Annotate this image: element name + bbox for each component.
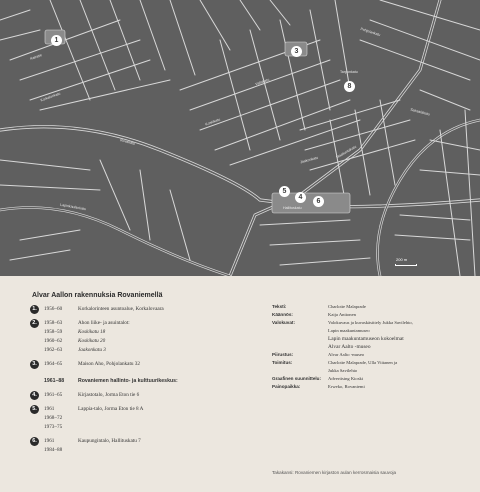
street-label: Maakuntakatu xyxy=(335,144,358,160)
credit-label: Graafinen suunnittelu: xyxy=(272,376,322,381)
entry-number-badge: 1. xyxy=(30,305,39,314)
credit-label: Toimitus: xyxy=(272,360,293,365)
credit-value: Alvar Aalto -museo xyxy=(328,352,365,357)
map-marker-8[interactable]: 8 xyxy=(344,81,355,92)
entry-text: Rovaniemen hallinto- ja kulttuurikeskus: xyxy=(78,378,178,384)
credit-row xyxy=(272,359,472,375)
credit-value: Charlotte Malaprade, Ulla Viitanen ja xyxy=(328,360,398,365)
building-entry xyxy=(30,360,270,369)
credit-row xyxy=(272,303,472,311)
credit-value: Lapin maakuntamuseo xyxy=(328,328,370,333)
credit-value: Charlotte Malaprade xyxy=(328,304,366,309)
building-entry xyxy=(30,437,270,455)
credit-label: Teksti: xyxy=(272,304,287,309)
map-marker-5[interactable]: 5 xyxy=(279,186,290,197)
info-section xyxy=(0,276,480,492)
entry-number-badge: 5. xyxy=(30,405,39,414)
credit-value: Erweko, Rovaniemi xyxy=(328,384,365,389)
entry-year: 1968–72 xyxy=(44,415,63,421)
entry-text: Ahon liike- ja asuintalot: xyxy=(78,320,130,326)
credit-label: Painopaikka: xyxy=(272,384,301,389)
credit-label: Piirustus: xyxy=(272,352,294,357)
entry-year: 1962–63 xyxy=(44,347,63,353)
back-cover-caption: Takakansi: Rovaniemen kirjaston aulan kerrosmaisia sauvoja xyxy=(272,470,397,475)
credit-value: Advertising Kioski xyxy=(328,376,364,381)
building-list xyxy=(30,305,270,460)
building-entry xyxy=(30,405,270,432)
entry-number-badge: 6. xyxy=(30,437,39,446)
credits-list xyxy=(272,303,472,391)
entry-year: 1958–63 xyxy=(44,320,63,326)
credit-value: Kaija Anttonen xyxy=(328,312,356,317)
street-label: Valtakatu xyxy=(254,77,270,87)
map-marker-6[interactable]: 6 xyxy=(313,196,324,207)
credit-value: Jukka Savilehto xyxy=(328,368,358,373)
street-label: Jaakonkatu xyxy=(299,155,319,165)
credit-row xyxy=(272,383,472,391)
entry-year: 1958–59 xyxy=(44,329,63,335)
entry-text: Korkalorinteen asuntoalue, Korkalovaara xyxy=(78,306,164,312)
entry-year: 1961 xyxy=(44,406,55,412)
entry-number-badge: 4. xyxy=(30,391,39,400)
entry-year: 1973–75 xyxy=(44,424,63,430)
entry-text: Kirjastotalo, Jorma Eton tie 6 xyxy=(78,392,140,398)
credit-label: Käännös: xyxy=(272,312,293,317)
entry-year: 1964–65 xyxy=(44,361,63,367)
credit-label: Valokuvat: xyxy=(272,320,295,325)
entry-year: 1960–62 xyxy=(44,338,63,344)
credit-value: Valokuvaus ja kuvaskäsittely Jukka Savilehto, xyxy=(328,320,413,325)
entry-text: Kaupungintalo, Hallituskatu 7 xyxy=(78,438,141,444)
entry-address: Koskikatu 20 xyxy=(78,338,106,344)
street-label: Hallituskatu xyxy=(283,206,302,210)
street-label: Lapinkaulankatu xyxy=(59,202,87,212)
credit-value: Lapin maakuntamuseon kokoelmat xyxy=(328,336,404,342)
credit-value: Alvar Aalto -museo xyxy=(328,344,371,350)
scale-label: 200 m xyxy=(396,257,408,262)
entry-text: Lappia-talo, Jorma Eton tie 8 A xyxy=(78,406,144,412)
entry-year: 1984–88 xyxy=(44,447,63,453)
entry-year: 1956–60 xyxy=(44,306,63,312)
entry-number-badge: 3. xyxy=(30,360,39,369)
map-marker-1[interactable]: 1 xyxy=(51,35,62,46)
entry-text: Maison Aho, Pohjolankatu 32 xyxy=(78,361,140,367)
street-label: Korkalonkatu xyxy=(39,91,62,103)
street-label: Tarponkatu xyxy=(340,70,358,74)
entry-address: Koskikatu 18 xyxy=(78,329,106,335)
street-label: Koskikatu xyxy=(204,117,221,127)
building-entry xyxy=(30,319,270,355)
map-marker-3[interactable]: 3 xyxy=(291,46,302,57)
street-label: Sairaalakatu xyxy=(409,107,431,117)
building-entry xyxy=(30,305,270,314)
scale-bar xyxy=(395,264,417,266)
entry-year: 1961–65 xyxy=(44,392,63,398)
street-label: Pohjolankatu xyxy=(359,26,381,38)
entry-address: Jaakonkatu 3 xyxy=(78,347,106,353)
entry-year: 1961–88 xyxy=(44,378,65,384)
credit-row xyxy=(272,319,472,351)
map-scale xyxy=(395,258,417,266)
entry-number-badge: 2. xyxy=(30,319,39,328)
building-entry xyxy=(30,391,270,400)
building-group-heading xyxy=(30,377,270,386)
street-label: Kairatie xyxy=(29,53,43,61)
credit-row xyxy=(272,351,472,359)
entry-year: 1961 xyxy=(44,438,55,444)
section-title: Alvar Aallon rakennuksia Rovaniemellä xyxy=(32,292,163,299)
credit-row xyxy=(272,311,472,319)
street-label: Rovakatu xyxy=(119,138,136,146)
credit-row xyxy=(272,375,472,383)
map-marker-4[interactable]: 4 xyxy=(295,192,306,203)
